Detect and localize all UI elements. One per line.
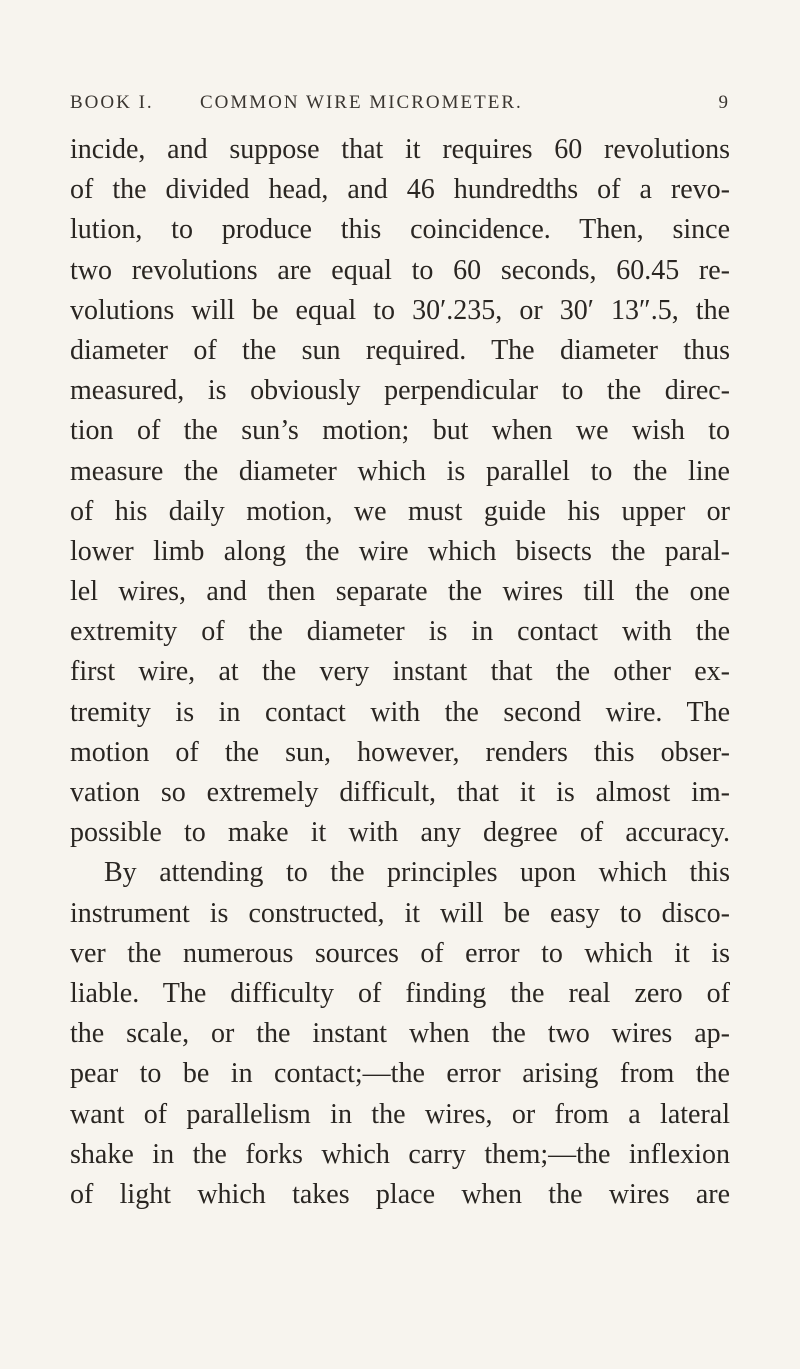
text-line: instrument is constructed, it will be easy to disco- [70, 897, 730, 929]
text-line: possible to make it with any degree of accuracy. [70, 817, 730, 849]
text-line: first wire, at the very instant that the other ex- [70, 656, 730, 688]
text-line: want of parallelism in the wires, or from a lateral [70, 1098, 730, 1130]
text-line: lel wires, and then separate the wires till the one [70, 576, 730, 608]
text-line: lution, to produce this coincidence. Then, since [70, 214, 730, 246]
text-line: measure the diameter which is parallel to the line [70, 455, 730, 487]
body-text [70, 130, 730, 1215]
book-number: BOOK I. [70, 92, 154, 113]
text-line: incide, and suppose that it requires 60 revolutions [70, 134, 730, 165]
text-line: lower limb along the wire which bisects the paral- [70, 535, 730, 567]
text-line: pear to be in contact;—the error arising from the [70, 1058, 730, 1090]
text-line: measured, is obviously perpendicular to the direc- [70, 375, 730, 407]
text-line: ver the numerous sources of error to which it is [70, 937, 730, 969]
text-line: motion of the sun, however, renders this obser- [70, 736, 730, 768]
running-head [70, 92, 730, 126]
text-line: volutions will be equal to 30′.235, or 30′ 13″.5, the [70, 294, 730, 326]
text-line: diameter of the sun required. The diameter thus [70, 334, 730, 366]
text-line: of light which takes place when the wires are [70, 1178, 730, 1210]
page-number: 9 [718, 92, 730, 113]
text-line: liable. The difficulty of finding the real zero of [70, 977, 730, 1009]
text-line: By attending to the principles upon which this [104, 857, 730, 889]
text-line: vation so extremely difficult, that it is almost im- [70, 777, 730, 808]
text-line: extremity of the diameter is in contact with the [70, 616, 730, 648]
text-line: the scale, or the instant when the two wires ap- [70, 1018, 730, 1050]
text-line: tremity is in contact with the second wire. The [70, 696, 730, 728]
text-line: of his daily motion, we must guide his upper or [70, 495, 730, 527]
section-title: COMMON WIRE MICROMETER. [200, 92, 523, 113]
text-line: two revolutions are equal to 60 seconds, 60.45 re- [70, 254, 730, 286]
text-line: tion of the sun’s motion; but when we wish to [70, 415, 730, 447]
text-line: of the divided head, and 46 hundredths of a revo- [70, 174, 730, 206]
text-line: shake in the forks which carry them;—the inflexion [70, 1138, 730, 1170]
